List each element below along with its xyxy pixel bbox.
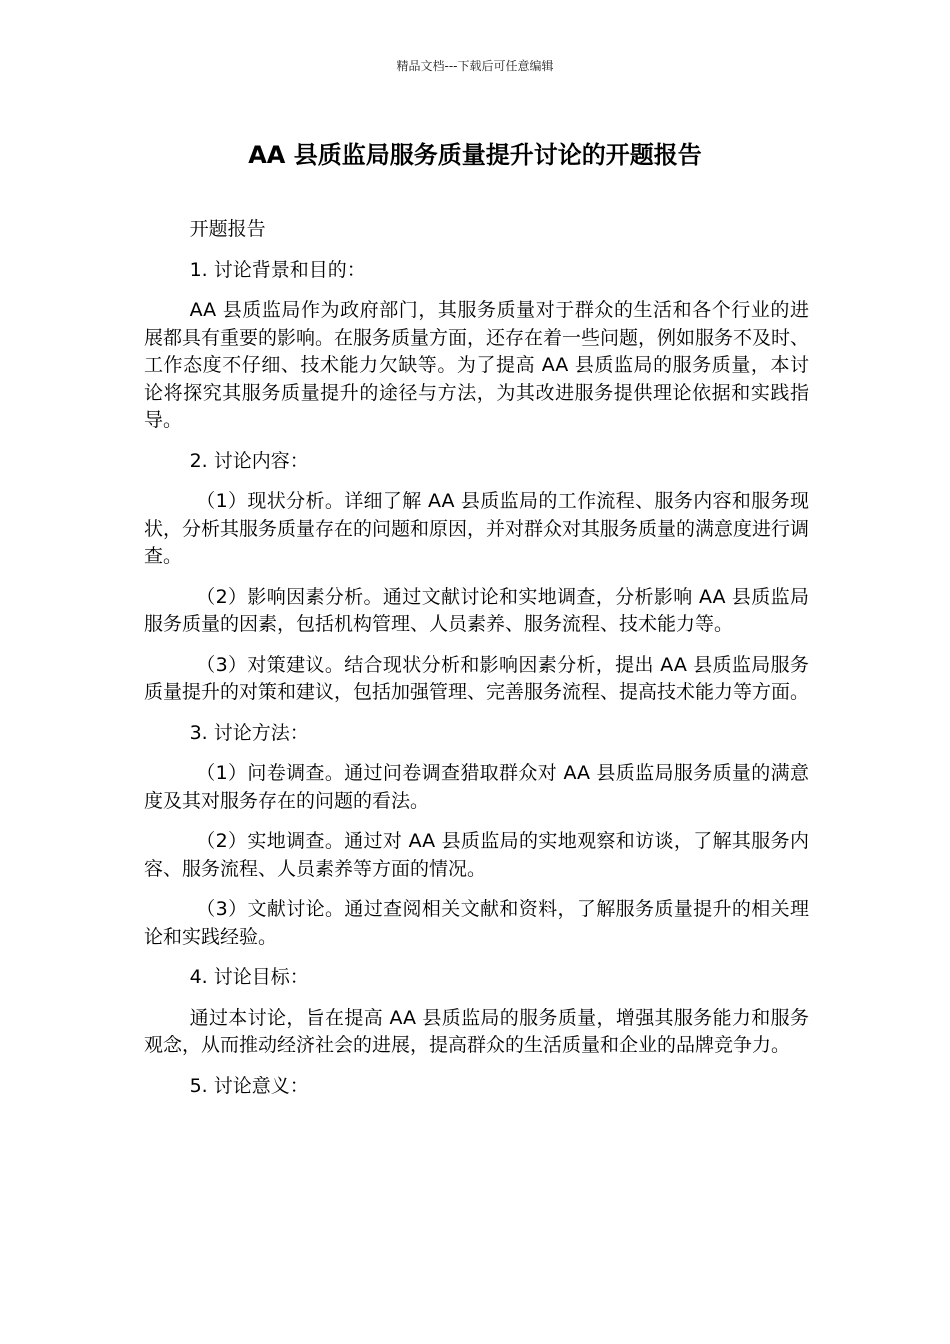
- paragraph-method-3: （3）文献讨论。通过查阅相关文献和资料，了解服务质量提升的相关理论和实践经验。: [144, 898, 809, 948]
- section-heading-goals: 4. 讨论目标：: [189, 966, 309, 988]
- section-heading-report: 开题报告: [189, 218, 266, 240]
- paragraph-background: AA 县质监局作为政府部门，其服务质量对于群众的生活和各个行业的进展都具有重要的影响。在服务质量方面，还存在着一些问题，例如服务不及时、工作态度不仔细、技术能力欠缺等。为了提高 AA 县质监局的服务质量，本讨论将探究其服务质量提升的途径与方法，为其改进服务提供理论依据和实践指导。: [144, 299, 810, 431]
- section-heading-significance: 5. 讨论意义：: [189, 1074, 309, 1097]
- section-heading-content: 2. 讨论内容：: [189, 449, 309, 472]
- document-title: AA 县质监局服务质量提升讨论的开题报告: [248, 141, 702, 169]
- section-heading-methods: 3. 讨论方法：: [189, 721, 309, 744]
- paragraph-method-1: （1）问卷调查。通过问卷调查猎取群众对 AA 县质监局服务质量的满意度及其对服务存在的问题的看法。: [144, 762, 809, 812]
- document-body: [144, 216, 809, 1113]
- paragraph-method-2: （2）实地调查。通过对 AA 县质监局的实地观察和访谈，了解其服务内容、服务流程、人员素养等方面的情况。: [144, 830, 809, 880]
- section-heading-background: 1. 讨论背景和目的：: [189, 258, 366, 281]
- paragraph-goals: 通过本讨论，旨在提高 AA 县质监局的服务质量，增强其服务能力和服务观念，从而推动经济社会的进展，提高群众的生活质量和企业的品牌竞争力。: [144, 1006, 809, 1056]
- paragraph-content-3: （3）对策建议。结合现状分析和影响因素分析，提出 AA 县质监局服务质量提升的对策和建议，包括加强管理、完善服务流程、提高技术能力等方面。: [144, 653, 810, 703]
- page-header-note: 精品文档---下载后可任意编辑: [396, 59, 554, 73]
- paragraph-content-2: （2）影响因素分析。通过文献讨论和实地调查，分析影响 AA 县质监局服务质量的因素，包括机构管理、人员素养、服务流程、技术能力等。: [144, 585, 809, 635]
- paragraph-content-1: （1）现状分析。详细了解 AA 县质监局的工作流程、服务内容和服务现状，分析其服务质量存在的问题和原因，并对群众对其服务质量的满意度进行调查。: [144, 490, 810, 567]
